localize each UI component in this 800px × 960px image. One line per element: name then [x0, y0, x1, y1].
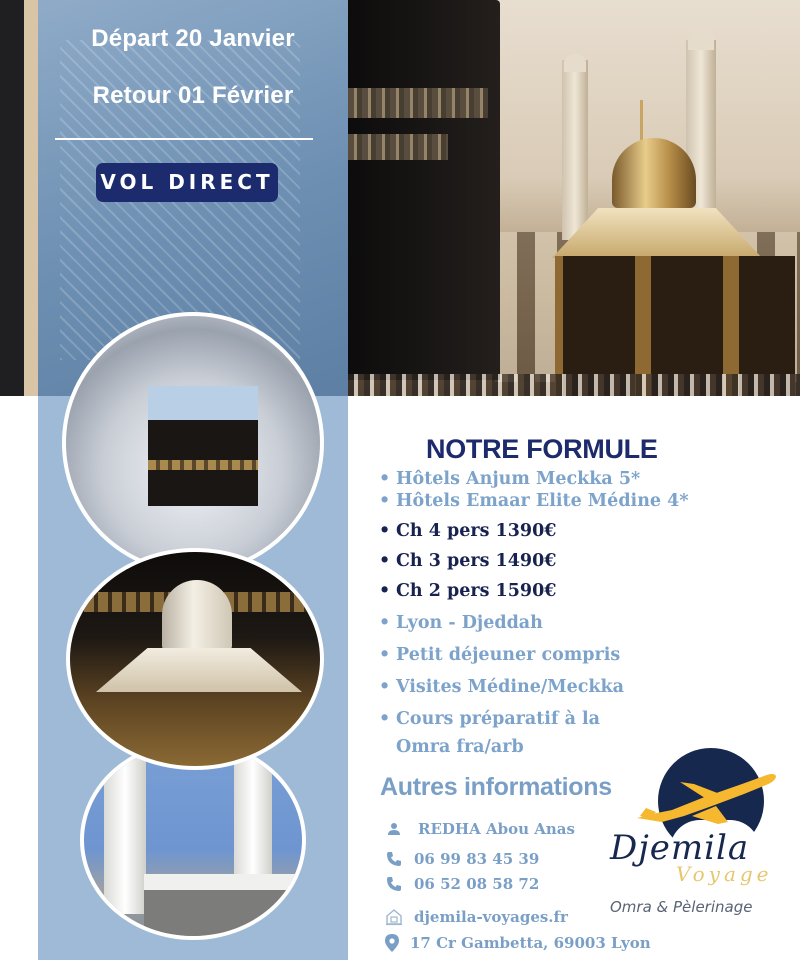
website-link-text: djemila-voyages.fr — [414, 908, 568, 926]
maqam-dome — [162, 580, 232, 650]
bullet-icon: • — [379, 551, 391, 571]
address-text: 17 Cr Gambetta, 69003 Lyon — [410, 934, 651, 952]
list-item-text: Petit déjeuner compris — [396, 645, 621, 665]
list-item-text: Hôtels Emaar Elite Médine 4* — [396, 491, 689, 511]
contact-name-text: REDHA Abou Anas — [418, 820, 575, 838]
autres-informations-title: Autres informations — [380, 773, 612, 801]
list-item — [378, 521, 688, 551]
maqam-ibrahim-circle-photo — [66, 548, 324, 770]
bullet-icon: • — [379, 677, 391, 697]
bullet-icon: • — [379, 581, 391, 601]
formule-title: NOTRE FORMULE — [426, 434, 658, 464]
vol-direct-badge: VOL DIRECT — [96, 163, 278, 202]
list-item-text: Cours préparatif à la — [396, 709, 600, 729]
price-text: Ch 4 pers 1390€ — [396, 521, 557, 541]
phone-number: 06 52 08 58 72 — [414, 875, 540, 893]
kaaba-kiswa-band — [348, 134, 448, 160]
list-item — [378, 581, 688, 613]
price-text: Ch 2 pers 1590€ — [396, 581, 557, 601]
price-text: Ch 3 pers 1490€ — [396, 551, 557, 571]
maqam-roof — [96, 648, 302, 692]
location-pin-icon — [382, 934, 402, 952]
person-icon — [384, 822, 404, 836]
photo-edge-dark — [0, 0, 24, 396]
kaaba-kiswa-band — [348, 88, 488, 118]
phone-number: 06 99 83 45 39 — [414, 850, 540, 868]
minarets-circle-photo — [80, 740, 306, 940]
crescent-finial — [640, 100, 654, 140]
list-item — [378, 551, 688, 581]
bullet-icon: • — [379, 645, 391, 665]
list-item — [378, 469, 688, 491]
phone-icon — [384, 851, 404, 867]
departure-date: Départ 20 Janvier — [91, 25, 295, 52]
phone-icon — [384, 876, 404, 892]
bullet-icon: • — [379, 709, 391, 729]
airplane-icon — [632, 762, 782, 832]
list-item — [378, 491, 688, 521]
bullet-icon: • — [379, 521, 391, 541]
bullet-icon: • — [379, 469, 391, 489]
logo-subtitle: Voyage — [676, 862, 773, 886]
list-item-continuation: Omra fra/arb — [396, 737, 524, 757]
bullet-icon: • — [379, 491, 391, 511]
formule-list — [378, 469, 688, 767]
bullet-icon: • — [379, 613, 391, 633]
logo-tagline: Omra & Pèlerinage — [610, 898, 753, 916]
kaaba-icon — [148, 386, 258, 506]
photo-edge-sand — [24, 0, 38, 396]
list-item — [378, 613, 688, 645]
minaret-left — [562, 60, 588, 240]
djemila-voyage-logo — [600, 740, 800, 940]
minaret-cap — [688, 30, 714, 50]
list-item-text: Lyon - Djeddah — [396, 613, 543, 633]
mosque-wall — [144, 874, 304, 940]
divider — [55, 138, 313, 140]
website-icon — [384, 908, 404, 926]
return-date: Retour 01 Février — [92, 82, 294, 109]
contact-phone-1[interactable] — [384, 850, 539, 868]
kaaba-aerial-circle-photo — [62, 312, 324, 574]
kaaba-photo — [348, 0, 500, 380]
logo-name: Djemila — [610, 828, 750, 868]
list-item — [378, 645, 688, 677]
contact-name — [384, 820, 575, 838]
pilgrims-crowd — [348, 374, 800, 396]
list-item — [378, 677, 688, 709]
minaret-left — [104, 744, 146, 914]
list-item-text: Hôtels Anjum Meckka 5* — [396, 469, 641, 489]
contact-phone-2[interactable] — [384, 875, 539, 893]
minaret-cap — [564, 54, 586, 72]
contact-website[interactable] — [384, 908, 568, 926]
list-item-text: Visites Médine/Meckka — [396, 677, 624, 697]
